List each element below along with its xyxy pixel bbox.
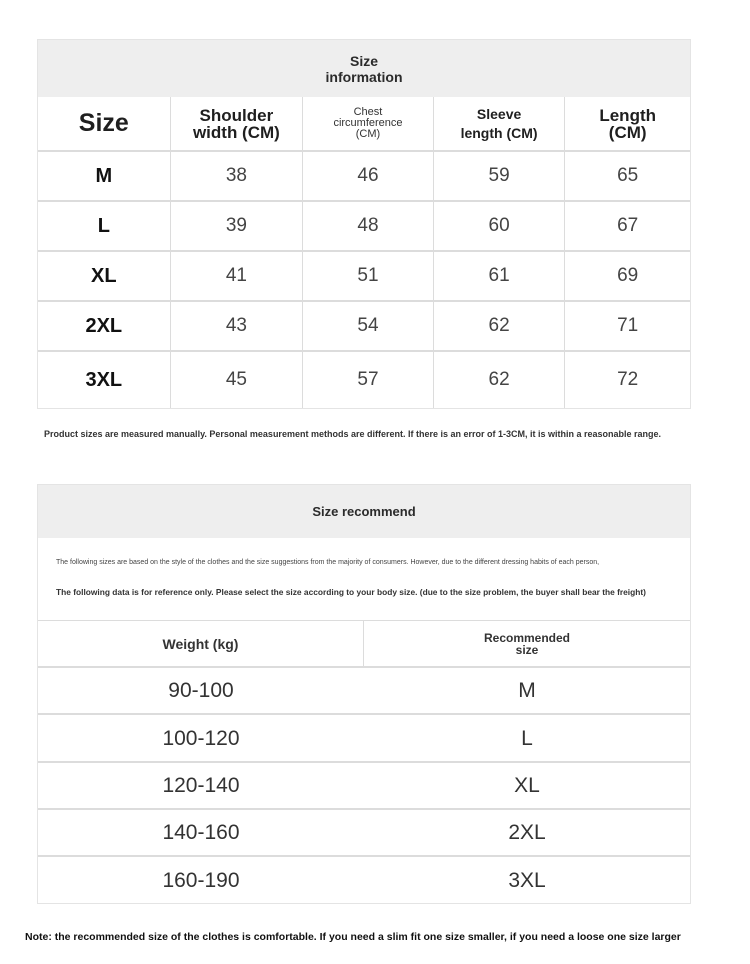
header-shoulder-line1: Shoulder [199, 105, 274, 125]
chest-cell: 51 [303, 252, 434, 300]
header-chest-line1: Chest [353, 106, 383, 118]
table-row [38, 202, 690, 252]
header-sleeve-line2: length (CM) [460, 124, 538, 141]
size-table-header [38, 97, 690, 152]
header-length [565, 97, 690, 150]
length-cell: 71 [617, 315, 639, 336]
table-row [38, 810, 690, 857]
recommended-size-cell: 3XL [508, 868, 546, 892]
recommended-size-cell: 2XL [508, 820, 546, 844]
header-chest-circumference [303, 97, 434, 150]
table-row [38, 152, 690, 202]
sleeve-cell: 60 [434, 202, 566, 250]
size-information-title-line2: information [325, 68, 403, 85]
sleeve-cell: 59 [434, 152, 566, 200]
weight-cell: 120-140 [162, 773, 240, 797]
table-row [38, 857, 690, 904]
shoulder-cell: 41 [171, 252, 304, 300]
header-recommended-line1: Recommended [483, 630, 571, 645]
table-row [38, 716, 690, 763]
size-cell: 2XL [38, 302, 171, 350]
weight-cell: 100-120 [162, 726, 240, 750]
table-row [38, 668, 690, 715]
header-size: Size [38, 97, 171, 150]
weight-cell: 160-190 [162, 868, 240, 892]
length-cell: 67 [617, 215, 639, 236]
header-length-line1: Length [599, 105, 656, 125]
recommended-size-cell: XL [514, 773, 540, 797]
measurement-note: Product sizes are measured manually. Personal measurement methods are different. If there is an error of 1-3CM, it is within a reasonable range. [44, 429, 662, 439]
chest-cell: 57 [303, 352, 434, 408]
size-information-title-line1: Size [349, 52, 378, 69]
weight-cell: 140-160 [162, 820, 240, 844]
recommend-table-header [38, 620, 690, 668]
header-weight: Weight (kg) [38, 621, 364, 666]
recommend-intro-text: The following sizes are based on the style of the clothes and the size suggestions from the majority of consumers. However, due to the different dressing habits of each person, [56, 559, 600, 566]
shoulder-cell: 43 [171, 302, 304, 350]
header-chest-line2: circumference [333, 117, 403, 129]
table-row [38, 252, 690, 302]
header-shoulder-line2: width (CM) [192, 122, 280, 142]
size-recommend-table [37, 484, 691, 904]
sleeve-cell: 62 [434, 352, 566, 408]
header-recommended-size [364, 621, 690, 666]
shoulder-cell: 39 [171, 202, 304, 250]
recommend-reference-text: The following data is for reference only. Please select the size according to your body size. (due to the size problem, the buyer shall bear the freight) [56, 587, 646, 597]
shoulder-cell: 45 [171, 352, 304, 408]
chest-cell: 54 [303, 302, 434, 350]
table-row [38, 763, 690, 810]
chest-cell: 48 [303, 202, 434, 250]
fit-note: Note: the recommended size of the clothes is comfortable. If you need a slim fit one size smaller, if you need a loose one size larger [25, 931, 681, 943]
size-information-title [38, 40, 690, 97]
size-information-table [37, 39, 691, 409]
length-cell: 72 [617, 369, 639, 390]
header-shoulder-width [171, 97, 304, 150]
table-row [38, 352, 690, 408]
size-cell: M [38, 152, 171, 200]
header-chest-line3: (CM) [355, 128, 381, 140]
table-row [38, 302, 690, 352]
header-length-line2: (CM) [608, 122, 647, 142]
length-cell: 65 [617, 165, 639, 186]
header-sleeve-length [434, 97, 566, 150]
size-cell: XL [38, 252, 171, 300]
recommended-size-cell: M [518, 678, 536, 702]
size-cell: L [38, 202, 171, 250]
sleeve-cell: 61 [434, 252, 566, 300]
weight-cell: 90-100 [168, 678, 234, 702]
header-recommended-line2: size [515, 642, 539, 657]
size-recommend-title: Size recommend [38, 485, 690, 538]
chest-cell: 46 [303, 152, 434, 200]
shoulder-cell: 38 [171, 152, 304, 200]
length-cell: 69 [617, 265, 639, 286]
sleeve-cell: 62 [434, 302, 566, 350]
header-sleeve-line1: Sleeve [476, 105, 522, 122]
size-cell: 3XL [38, 352, 171, 408]
recommended-size-cell: L [521, 726, 533, 750]
